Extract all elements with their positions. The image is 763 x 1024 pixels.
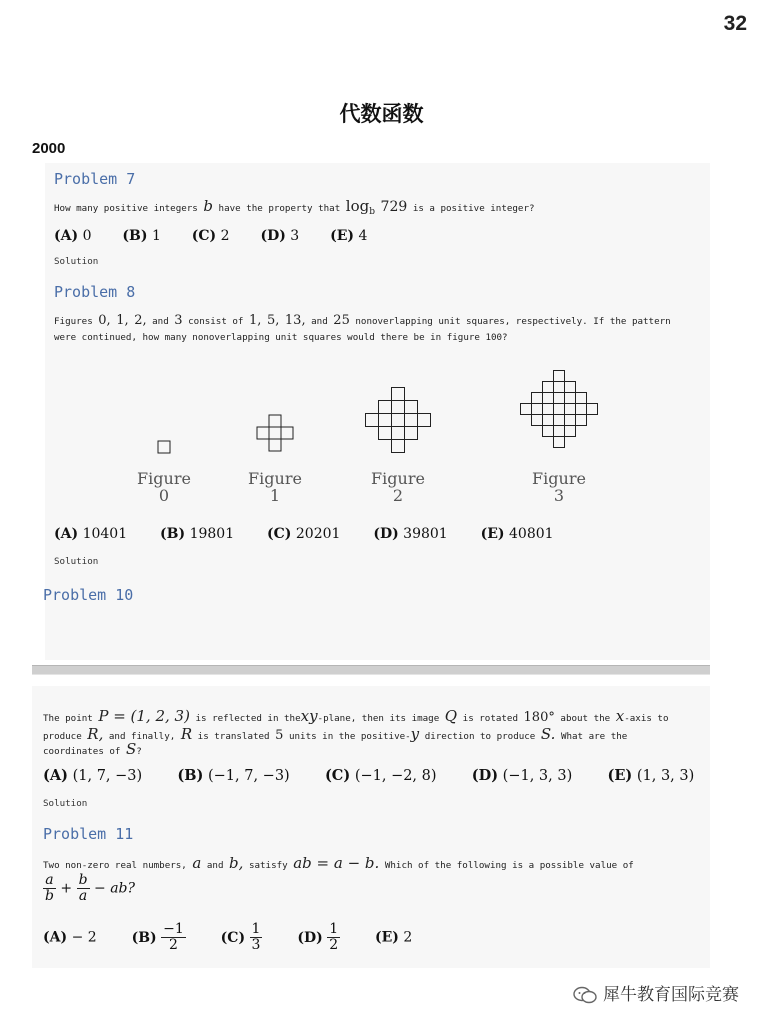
figure-3-square bbox=[532, 415, 543, 426]
choice-a[interactable]: (A) − 2 bbox=[43, 929, 97, 946]
page-title: 代数函数 bbox=[339, 102, 424, 126]
year-heading: 2000 bbox=[32, 140, 66, 157]
problem-8-choices bbox=[54, 526, 554, 542]
page-number: 32 bbox=[723, 12, 747, 35]
figure-3-square bbox=[565, 393, 576, 404]
choice-a[interactable]: (A) (1, 7, −3) bbox=[43, 767, 143, 784]
choice-e[interactable]: (E) 2 bbox=[375, 929, 413, 946]
choice-b[interactable]: (B) 1 bbox=[122, 228, 161, 244]
figure-2-square bbox=[392, 388, 405, 401]
problem-10-solution-link[interactable]: Solution bbox=[43, 798, 88, 809]
figure-2-square bbox=[379, 401, 392, 414]
problem-11-choices bbox=[43, 922, 412, 953]
figure-3-square bbox=[576, 393, 587, 404]
figure-3-square bbox=[554, 415, 565, 426]
problem-10-question-line1: The point P = (1, 2, 3) is reflected in thexy-plane, then its image Q is rotated 180° about the x-axis to bbox=[43, 707, 669, 725]
figure-3-square bbox=[554, 404, 565, 415]
figure-1-square bbox=[269, 439, 281, 451]
problem-8-title: Problem 8 bbox=[54, 283, 136, 301]
figure-2-square bbox=[405, 401, 418, 414]
wechat-icon bbox=[572, 985, 598, 1005]
choice-d[interactable]: (D) $\frac{1}{2}$ bbox=[297, 921, 339, 953]
figure-3-square bbox=[554, 426, 565, 437]
figure-3-square bbox=[576, 415, 587, 426]
section-divider bbox=[32, 665, 710, 675]
figure-0-label: Figure 0 bbox=[137, 469, 191, 505]
problem-8-solution-link[interactable]: Solution bbox=[54, 556, 99, 567]
figure-3-square bbox=[543, 404, 554, 415]
problem-7-choices bbox=[54, 228, 367, 244]
figure-2-square bbox=[405, 427, 418, 440]
choice-e[interactable]: (E) 4 bbox=[330, 228, 368, 244]
problem-7-title: Problem 7 bbox=[54, 170, 136, 188]
choice-e[interactable]: (E) 40801 bbox=[480, 526, 554, 542]
problem-11-expression: $\frac{a}{b}$ + $\frac{b}{a}$ − ab? bbox=[45, 872, 136, 904]
figure-1-square bbox=[257, 427, 269, 439]
figure-3-square bbox=[565, 404, 576, 415]
problem-7-question: How many positive integers b have the property that $\log_b 729$ is a positive integer? bbox=[54, 197, 535, 217]
watermark: 犀牛教育国际竞赛 bbox=[572, 980, 739, 1005]
figure-3-square bbox=[543, 415, 554, 426]
figure-diagram bbox=[0, 360, 763, 480]
figure-3-square bbox=[587, 404, 598, 415]
choice-a[interactable]: (A) 10401 bbox=[54, 526, 128, 542]
figure-3-square bbox=[554, 371, 565, 382]
figure-2-square bbox=[366, 414, 379, 427]
choice-c[interactable]: (C) 20201 bbox=[267, 526, 341, 542]
figure-3-square bbox=[565, 426, 576, 437]
figure-1-square bbox=[281, 427, 293, 439]
figure-2-square bbox=[392, 427, 405, 440]
choice-a[interactable]: (A) 0 bbox=[54, 228, 92, 244]
figure-3-square bbox=[543, 426, 554, 437]
choice-b[interactable]: (B) (−1, 7, −3) bbox=[177, 767, 290, 784]
figure-3-square bbox=[532, 404, 543, 415]
figure-3-square bbox=[565, 382, 576, 393]
figure-3-square bbox=[565, 415, 576, 426]
figure-2-square bbox=[418, 414, 431, 427]
problem-10-choices bbox=[43, 767, 694, 784]
figure-2-square bbox=[392, 414, 405, 427]
problem-10-question-line3: coordinates of S? bbox=[43, 740, 142, 758]
choice-c[interactable]: (C) (−1, −2, 8) bbox=[324, 767, 437, 784]
problem-7-solution-link[interactable]: Solution bbox=[54, 256, 99, 267]
problem-8-question-line2: were continued, how many nonoverlapping unit squares would there be in figure 100? bbox=[54, 332, 508, 343]
choice-c[interactable]: (C) 2 bbox=[191, 228, 230, 244]
figure-3-square bbox=[554, 382, 565, 393]
figure-3-square bbox=[576, 404, 587, 415]
problem-11-question: Two non-zero real numbers, a and b, satisfy ab = a − b. Which of the following is a possible value of bbox=[43, 854, 634, 872]
choice-d[interactable]: (D) (−1, 3, 3) bbox=[471, 767, 573, 784]
figure-2-square bbox=[392, 401, 405, 414]
figure-3-square bbox=[554, 393, 565, 404]
figure-1-square bbox=[269, 427, 281, 439]
figure-2-square bbox=[379, 414, 392, 427]
problem-10-title: Problem 10 bbox=[43, 586, 134, 604]
choice-c[interactable]: (C) $\frac{1}{3}$ bbox=[220, 921, 261, 953]
choice-e[interactable]: (E) (1, 3, 3) bbox=[607, 767, 695, 784]
figure-2-square bbox=[379, 427, 392, 440]
figure-3-square bbox=[543, 393, 554, 404]
figure-3-square bbox=[532, 393, 543, 404]
figure-1-square bbox=[269, 415, 281, 427]
figure-1-label: Figure 1 bbox=[248, 469, 302, 505]
figure-3-square bbox=[543, 382, 554, 393]
choice-b[interactable]: (B) 19801 bbox=[160, 526, 235, 542]
choice-d[interactable]: (D) 3 bbox=[260, 228, 300, 244]
problem-10-question-line2: produce R, and finally, R is translated 5 units in the positive-y direction to produce S. What are the bbox=[43, 725, 628, 743]
figure-2-label: Figure 2 bbox=[371, 469, 425, 505]
figure-3-square bbox=[521, 404, 532, 415]
figure-0-square bbox=[158, 441, 170, 453]
figure-2-square bbox=[405, 414, 418, 427]
figure-3-label: Figure 3 bbox=[532, 469, 586, 505]
choice-b[interactable]: (B) $\frac{-1}{2}$ bbox=[131, 921, 184, 953]
problem-11-title: Problem 11 bbox=[43, 825, 134, 843]
problem-8-question-line1: Figures 0, 1, 2, and 3 consist of 1, 5, 13, and 25 nonoverlapping unit squares, respectively. If the pattern bbox=[54, 313, 671, 328]
choice-d[interactable]: (D) 39801 bbox=[373, 526, 448, 542]
figure-3-square bbox=[554, 437, 565, 448]
figure-2-square bbox=[392, 440, 405, 453]
